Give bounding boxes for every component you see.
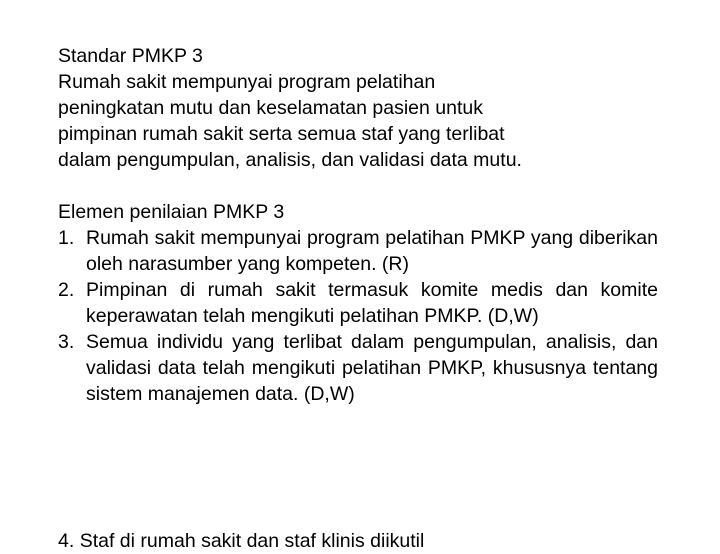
criteria-list [58, 225, 658, 407]
standard-line: peningkatan mutu dan keselamatan pasien untuk [58, 97, 483, 119]
standard-line: pimpinan rumah sakit serta semua staf yang terlibat [58, 123, 505, 145]
criteria-text: Semua individu yang terlibat dalam pengumpulan, analisis, dan validasi data telah mengikuti pelatihan PMKP, khususnya tentang sistem manajemen data. (D,W) [86, 331, 658, 405]
criteria-item [58, 277, 658, 329]
criteria-text: Rumah sakit mempunyai program pelatihan PMKP yang diberikan oleh narasumber yang kompeten. (R) [86, 227, 658, 275]
criteria-number: 2. [58, 279, 75, 301]
criteria-text: Staf di rumah sakit dan staf klinis diikutil [79, 530, 425, 552]
standard-title: Standar PMKP 3 [58, 45, 203, 67]
criteria-item [58, 225, 658, 277]
standard-block [58, 43, 658, 173]
section-gap [58, 173, 658, 199]
criteria-number: 4. [58, 530, 75, 552]
slide-content [58, 43, 658, 407]
criteria-number: 3. [58, 331, 75, 353]
criteria-item [58, 329, 658, 407]
criteria-number: 1. [58, 227, 75, 249]
criteria-text: Pimpinan di rumah sakit termasuk komite medis dan komite keperawatan telah mengikuti pelatihan PMKP. (D,W) [86, 279, 658, 327]
criteria-item-partial [58, 528, 658, 554]
standard-line: Rumah sakit mempunyai program pelatihan [58, 71, 436, 93]
elements-title: Elemen penilaian PMKP 3 [58, 201, 285, 223]
standard-line: dalam pengumpulan, analisis, dan validasi data mutu. [58, 149, 522, 171]
elements-block [58, 199, 658, 407]
